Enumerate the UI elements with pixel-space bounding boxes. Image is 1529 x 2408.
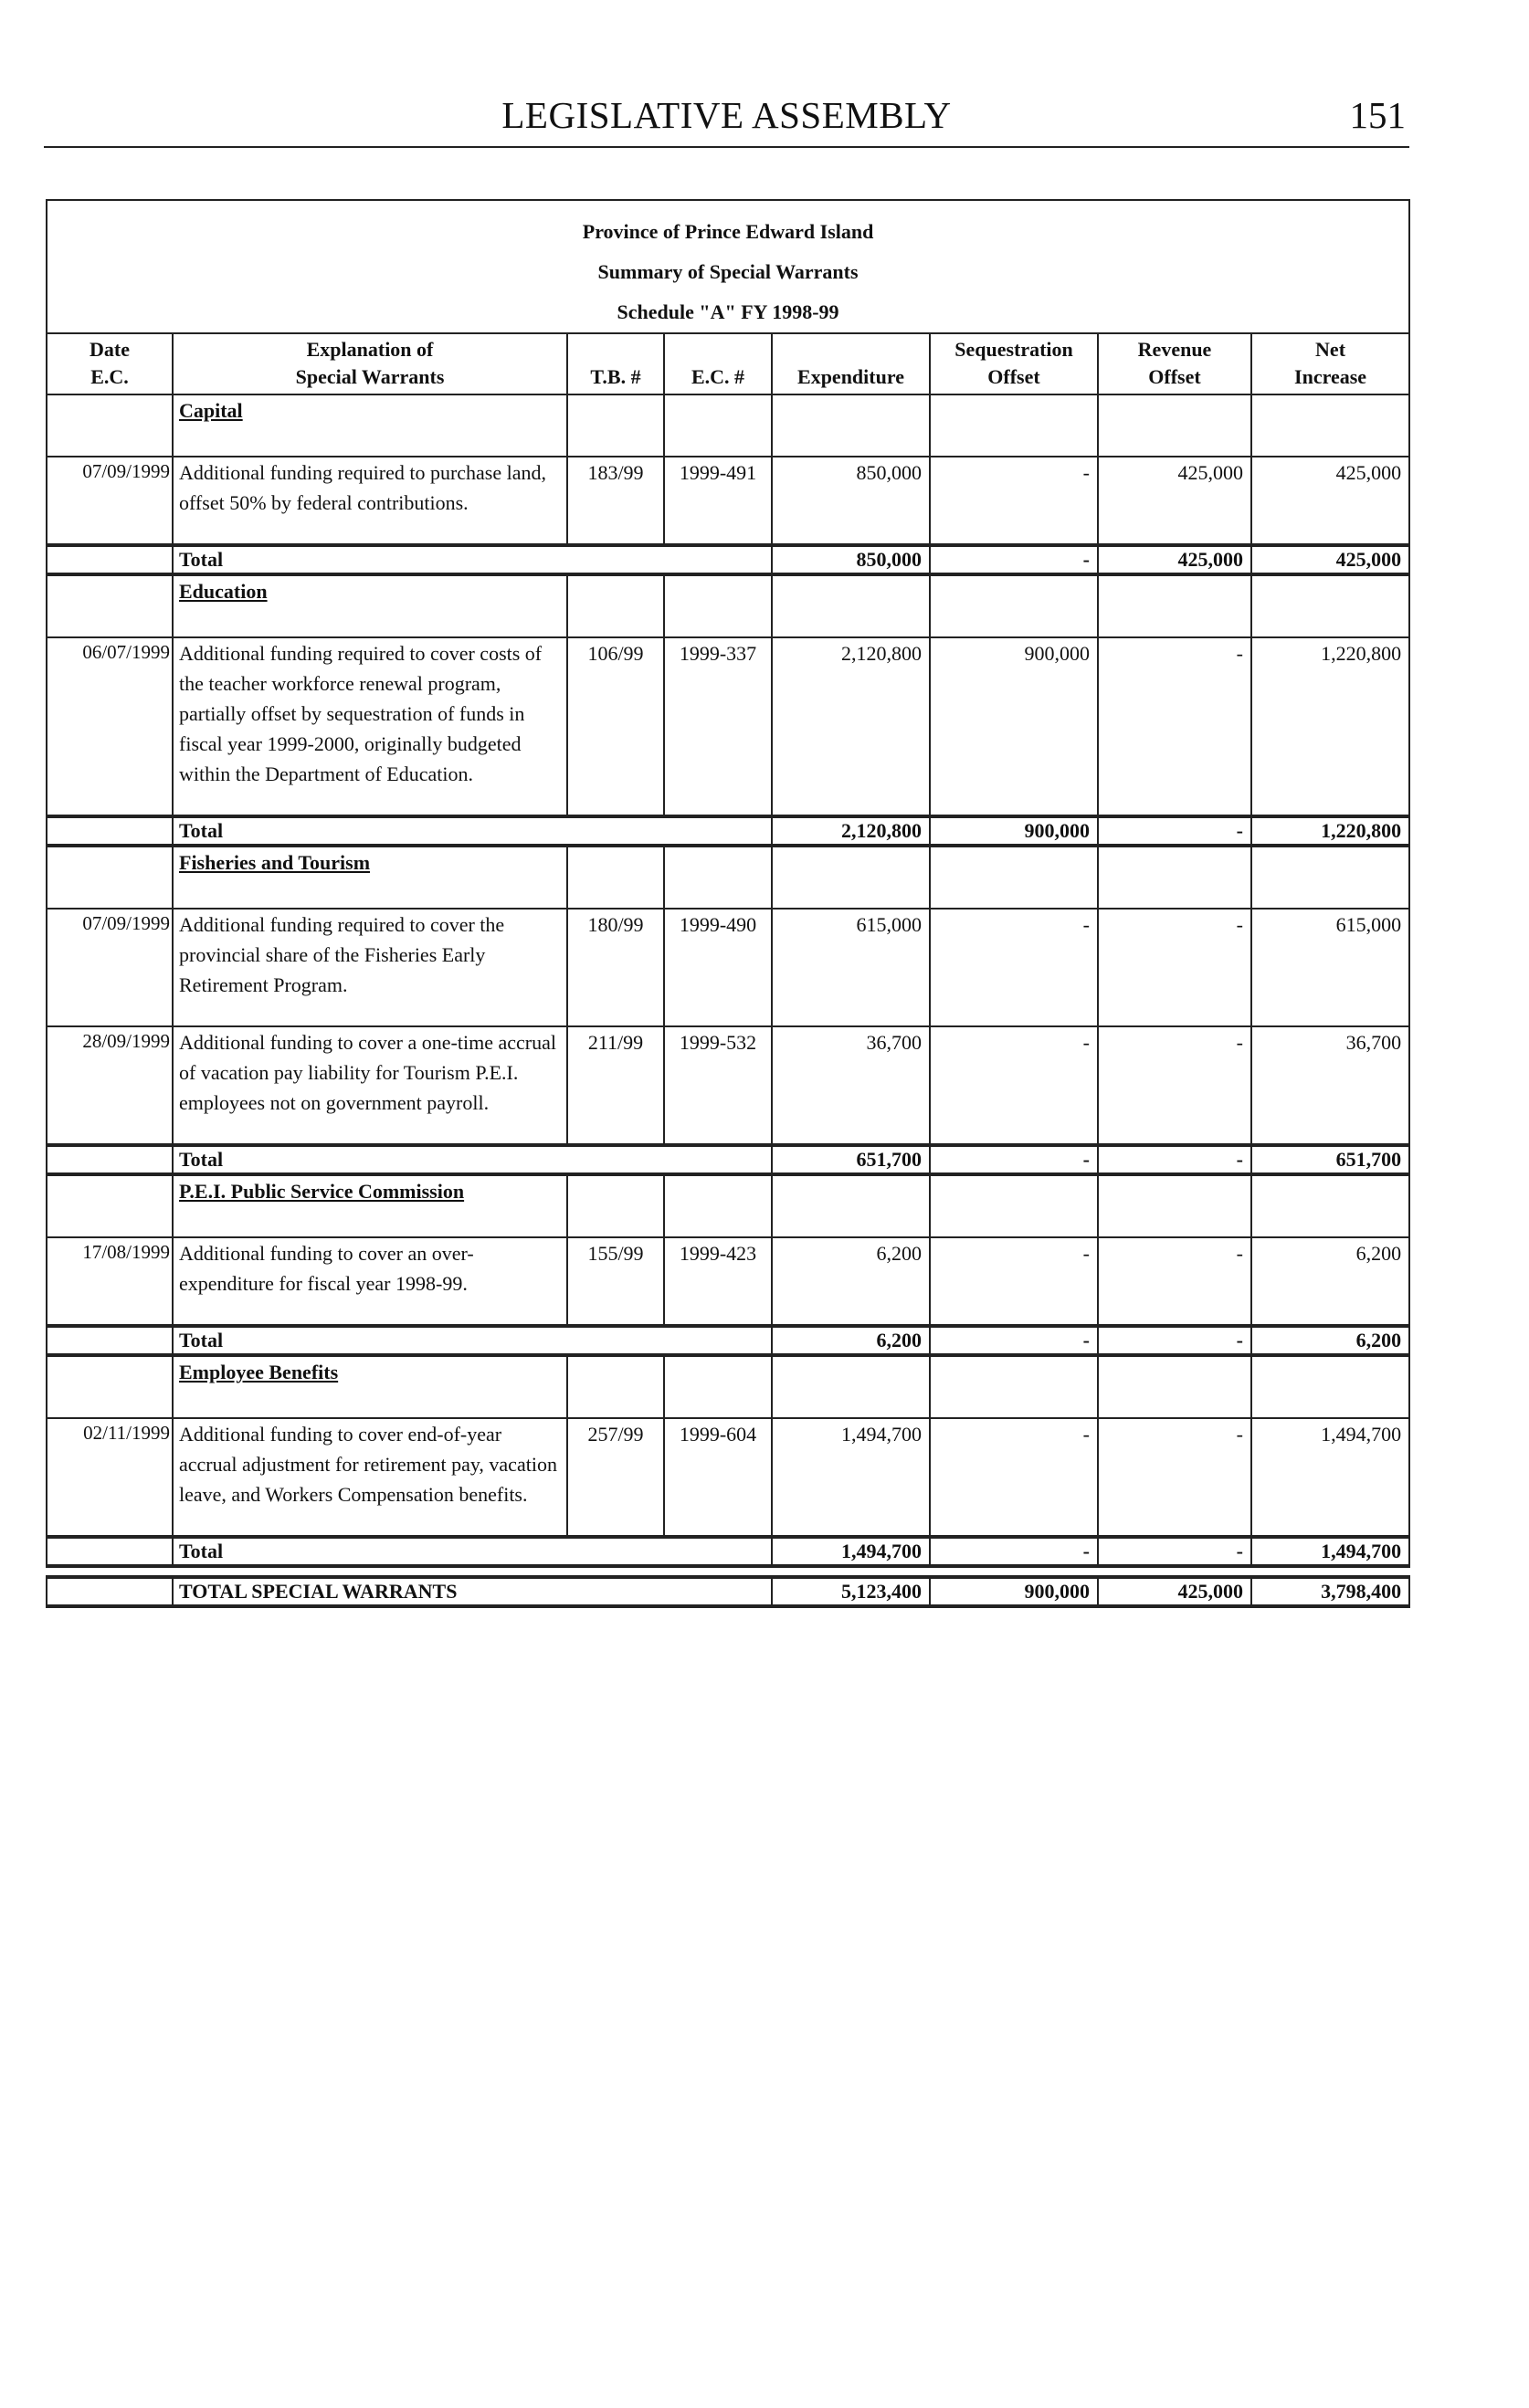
table-caption [47,200,1409,333]
header-revenue-offset: Revenue Offset [1098,333,1251,394]
warrant-revenue-offset: - [1098,909,1251,1026]
section-total-revenue: - [1098,1537,1251,1566]
section-total-net: 1,220,800 [1251,816,1409,846]
section-total-net: 651,700 [1251,1145,1409,1174]
grand-total-expenditure: 5,123,400 [772,1577,930,1606]
empty-cell [930,394,1098,457]
column-header-row [47,333,1409,394]
section-name-cell [173,1174,567,1237]
section-name-cell [173,846,567,909]
warrant-tb-number: 183/99 [567,457,664,545]
section-total-sequestration: - [930,545,1098,574]
caption-schedule: Schedule "A" FY 1998-99 [617,300,839,323]
page-header-title: LEGISLATIVE ASSEMBLY [501,94,952,136]
warrant-ec-number: 1999-532 [664,1026,772,1145]
warrant-explanation: Additional funding required to cover the provincial share of the Fisheries Early Retirement Program. [173,909,567,1026]
spacer-cell [47,1566,1409,1577]
warrant-net-increase: 1,494,700 [1251,1418,1409,1537]
empty-cell [1251,394,1409,457]
warrant-sequestration-offset: - [930,457,1098,545]
warrant-sequestration-offset: - [930,1237,1098,1326]
warrant-date: 17/08/1999 [47,1237,173,1326]
warrant-net-increase: 1,220,800 [1251,637,1409,816]
empty-cell [1251,846,1409,909]
header-tb: T.B. # [567,333,664,394]
date-cell-empty [47,846,173,909]
warrant-revenue-offset: - [1098,1418,1251,1537]
caption-province: Province of Prince Edward Island [582,220,874,243]
warrant-date: 28/09/1999 [47,1026,173,1145]
section-total-revenue: - [1098,816,1251,846]
empty-cell [772,846,930,909]
section-total-expenditure: 2,120,800 [772,816,930,846]
empty-cell [930,574,1098,637]
warrant-sequestration-offset: 900,000 [930,637,1098,816]
special-warrants-table [46,199,1410,1608]
section-total-net: 6,200 [1251,1326,1409,1355]
warrant-net-increase: 615,000 [1251,909,1409,1026]
empty-cell [772,394,930,457]
warrant-sequestration-offset: - [930,909,1098,1026]
warrant-net-increase: 425,000 [1251,457,1409,545]
empty-cell [664,1355,772,1418]
warrant-expenditure: 36,700 [772,1026,930,1145]
header-date: Date E.C. [47,333,173,394]
header-sequestration-offset: Sequestration Offset [930,333,1098,394]
header-explanation: Explanation of Special Warrants [173,333,567,394]
empty-cell [930,1174,1098,1237]
warrant-explanation: Additional funding to cover end-of-year accrual adjustment for retirement pay, vacation leave, and Workers Compensation benefits. [173,1418,567,1537]
section-total-expenditure: 850,000 [772,545,930,574]
empty-cell [567,1174,664,1237]
warrant-tb-number: 211/99 [567,1026,664,1145]
warrant-revenue-offset: - [1098,637,1251,816]
section-total-sequestration: - [930,1537,1098,1566]
date-cell-empty [47,1355,173,1418]
warrant-row [47,909,1409,1026]
empty-cell [1098,574,1251,637]
warrant-row [47,1418,1409,1537]
warrant-tb-number: 180/99 [567,909,664,1026]
warrant-ec-number: 1999-604 [664,1418,772,1537]
section-total-sequestration: 900,000 [930,816,1098,846]
section-name: Education [179,580,268,604]
warrant-tb-number: 155/99 [567,1237,664,1326]
date-cell-empty [47,394,173,457]
grand-total-date-empty [47,1577,173,1606]
date-cell-empty [47,1174,173,1237]
section-total-net: 425,000 [1251,545,1409,574]
date-cell-empty [47,574,173,637]
warrant-explanation: Additional funding to cover a one-time accrual of vacation pay liability for Tourism P.E.I. employees not on government payroll. [173,1026,567,1145]
warrant-net-increase: 36,700 [1251,1026,1409,1145]
section-total-revenue: - [1098,1326,1251,1355]
section-total-expenditure: 1,494,700 [772,1537,930,1566]
section-total-expenditure: 651,700 [772,1145,930,1174]
header-expenditure: Expenditure [772,333,930,394]
warrant-date: 07/09/1999 [47,457,173,545]
running-head [44,91,1409,148]
warrant-sequestration-offset: - [930,1418,1098,1537]
section-total-sequestration: - [930,1326,1098,1355]
empty-cell [1098,1355,1251,1418]
total-date-empty [47,1326,173,1355]
section-total-row [47,816,1409,846]
warrant-ec-number: 1999-337 [664,637,772,816]
empty-cell [772,1174,930,1237]
section-total-label: Total [173,1326,772,1355]
empty-cell [1098,1174,1251,1237]
section-header-row [47,574,1409,637]
section-total-expenditure: 6,200 [772,1326,930,1355]
empty-cell [1098,394,1251,457]
warrant-expenditure: 1,494,700 [772,1418,930,1537]
page-number: 151 [1349,94,1406,136]
empty-cell [1251,1174,1409,1237]
empty-cell [567,394,664,457]
empty-cell [664,574,772,637]
section-total-row [47,1537,1409,1566]
section-total-row [47,1326,1409,1355]
warrant-revenue-offset: 425,000 [1098,457,1251,545]
warrant-expenditure: 2,120,800 [772,637,930,816]
empty-cell [567,846,664,909]
total-date-empty [47,1145,173,1174]
warrant-row [47,457,1409,545]
empty-cell [1098,846,1251,909]
section-total-revenue: - [1098,1145,1251,1174]
warrant-ec-number: 1999-491 [664,457,772,545]
header-ec: E.C. # [664,333,772,394]
section-header-row [47,1355,1409,1418]
section-name: Employee Benefits [179,1361,339,1384]
grand-total-sequestration: 900,000 [930,1577,1098,1606]
empty-cell [930,1355,1098,1418]
grand-total-revenue: 425,000 [1098,1577,1251,1606]
grand-total-label: TOTAL SPECIAL WARRANTS [173,1577,772,1606]
section-name-cell [173,1355,567,1418]
warrant-date: 02/11/1999 [47,1418,173,1537]
section-name: Fisheries and Tourism [179,851,371,875]
warrant-row [47,1237,1409,1326]
warrant-tb-number: 106/99 [567,637,664,816]
section-name-cell [173,574,567,637]
total-date-empty [47,816,173,846]
warrant-row [47,1026,1409,1145]
section-header-row [47,846,1409,909]
section-total-sequestration: - [930,1145,1098,1174]
warrant-revenue-offset: - [1098,1026,1251,1145]
section-header-row [47,1174,1409,1237]
empty-cell [1251,1355,1409,1418]
grand-total-row [47,1577,1409,1606]
warrant-explanation: Additional funding required to cover costs of the teacher workforce renewal program, partially offset by sequestration of funds in fiscal year 1999-2000, originally budgeted within the Department of Education. [173,637,567,816]
section-total-label: Total [173,1537,772,1566]
warrant-sequestration-offset: - [930,1026,1098,1145]
empty-cell [772,1355,930,1418]
empty-cell [772,574,930,637]
warrant-date: 06/07/1999 [47,637,173,816]
warrant-expenditure: 6,200 [772,1237,930,1326]
warrant-row [47,637,1409,816]
empty-cell [1251,574,1409,637]
warrant-explanation: Additional funding required to purchase land, offset 50% by federal contributions. [173,457,567,545]
warrant-ec-number: 1999-490 [664,909,772,1026]
warrant-date: 07/09/1999 [47,909,173,1026]
empty-cell [664,394,772,457]
section-total-revenue: 425,000 [1098,545,1251,574]
caption-summary: Summary of Special Warrants [597,260,859,283]
warrant-expenditure: 615,000 [772,909,930,1026]
empty-cell [930,846,1098,909]
warrant-expenditure: 850,000 [772,457,930,545]
section-total-label: Total [173,545,772,574]
empty-cell [664,1174,772,1237]
warrant-explanation: Additional funding to cover an over-expenditure for fiscal year 1998-99. [173,1237,567,1326]
section-total-label: Total [173,1145,772,1174]
warrant-revenue-offset: - [1098,1237,1251,1326]
warrant-ec-number: 1999-423 [664,1237,772,1326]
empty-cell [664,846,772,909]
section-name: Capital [179,399,243,423]
empty-cell [567,1355,664,1418]
section-total-label: Total [173,816,772,846]
spacer-row [47,1566,1409,1577]
section-total-row [47,1145,1409,1174]
header-net-increase: Net Increase [1251,333,1409,394]
section-header-row [47,394,1409,457]
grand-total-net: 3,798,400 [1251,1577,1409,1606]
warrant-tb-number: 257/99 [567,1418,664,1537]
section-name-cell [173,394,567,457]
warrant-net-increase: 6,200 [1251,1237,1409,1326]
section-total-row [47,545,1409,574]
section-name: P.E.I. Public Service Commission [179,1180,465,1204]
total-date-empty [47,545,173,574]
section-total-net: 1,494,700 [1251,1537,1409,1566]
total-date-empty [47,1537,173,1566]
empty-cell [567,574,664,637]
